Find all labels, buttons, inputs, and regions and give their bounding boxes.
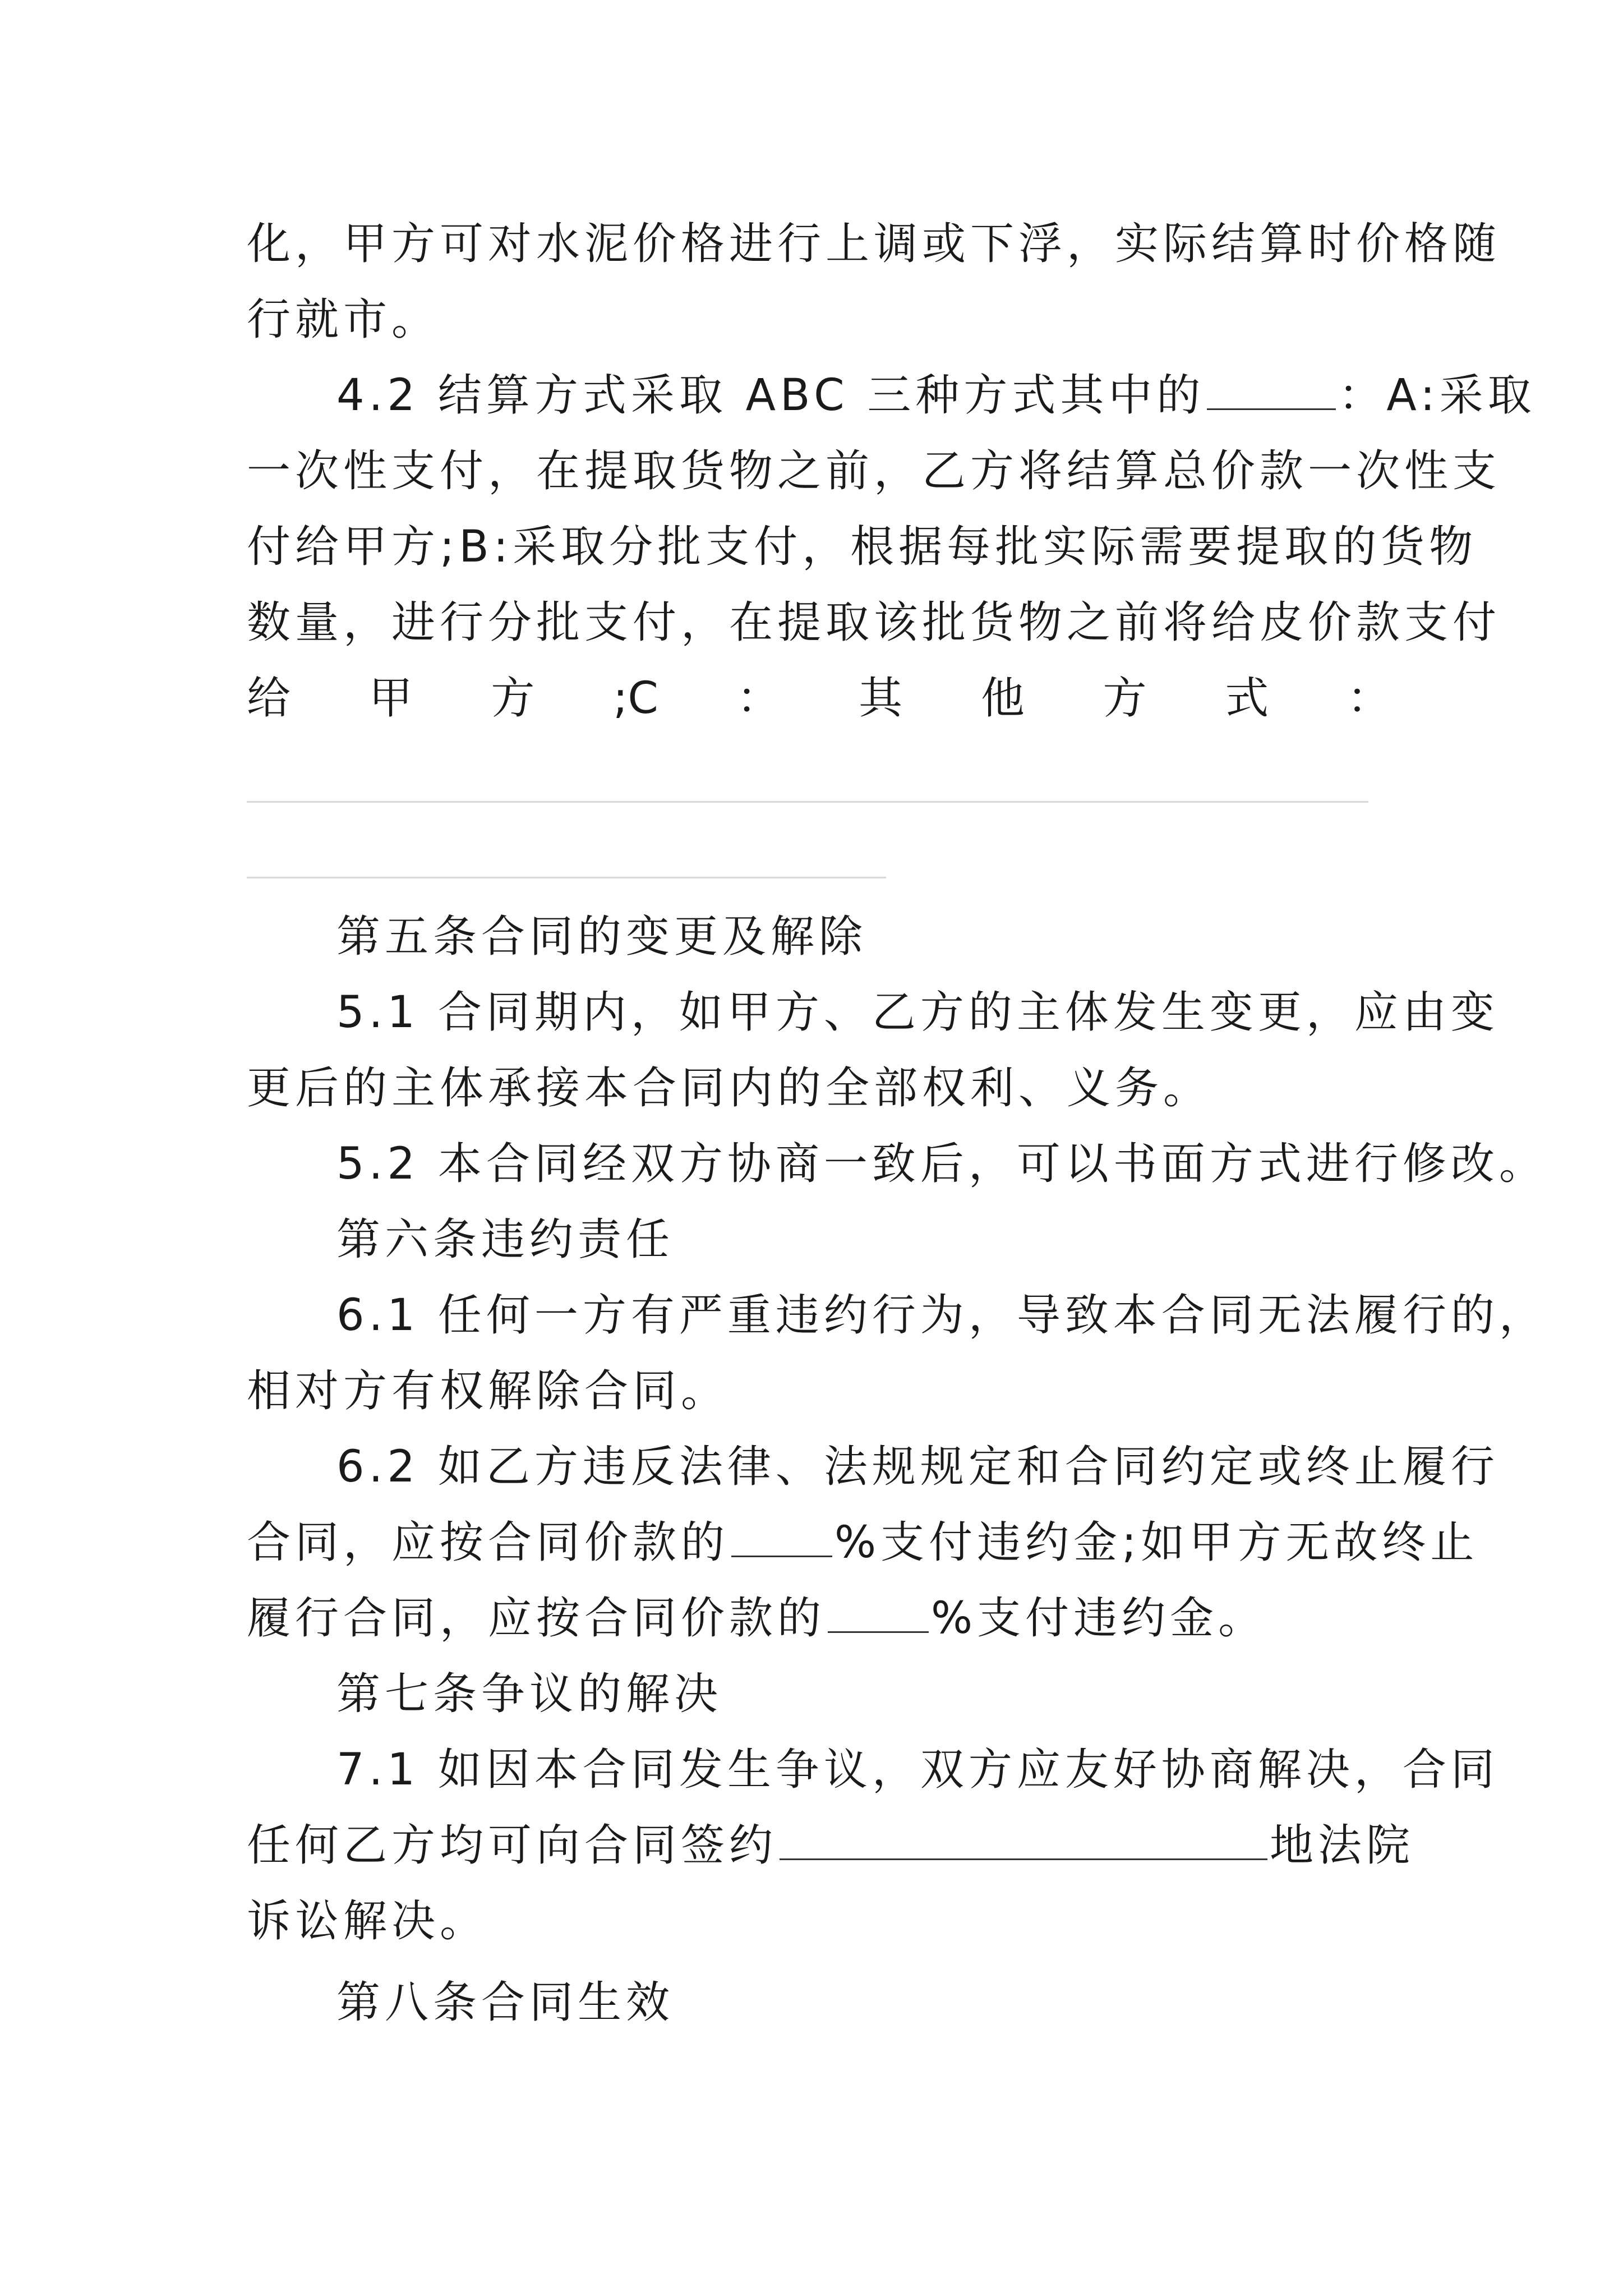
text-token: 方 bbox=[491, 673, 535, 724]
text-line bbox=[247, 1818, 1415, 1874]
text-line: 数量，进行分批支付，在提取该批货物之前将给皮价款支付 bbox=[247, 597, 1501, 648]
text-segment: 地法院 bbox=[1270, 1820, 1415, 1871]
blank-underline bbox=[780, 1818, 1267, 1860]
text-line: 化，甲方可对水泥价格进行上调或下浮，实际结算时价格随 bbox=[247, 219, 1501, 269]
text-line: 更后的主体承接本合同内的全部权利、义务。 bbox=[247, 1063, 1212, 1114]
text-line: 5.2 本合同经双方协商一致后，可以书面方式进行修改。 bbox=[336, 1139, 1547, 1189]
text-segment: %支付违约金;如甲方无故终止 bbox=[834, 1517, 1479, 1568]
text-segment: 4.2 结算方式采取 ABC 三种方式其中的 bbox=[336, 370, 1205, 421]
text-token: 方 bbox=[1103, 673, 1147, 724]
text-token: 他 bbox=[980, 673, 1025, 724]
text-line: 7.1 如因本合同发生争议，双方应友好协商解决，合同 bbox=[336, 1745, 1499, 1795]
fill-in-line bbox=[247, 877, 886, 878]
section-heading: 第七条争议的解决 bbox=[336, 1669, 723, 1719]
section-heading: 第五条合同的变更及解除 bbox=[336, 912, 868, 962]
text-line: 6.2 如乙方违反法律、法规规定和合同约定或终止履行 bbox=[336, 1442, 1499, 1492]
text-line: 行就市。 bbox=[247, 295, 440, 345]
text-segment: 履行合同，应按合同价款的 bbox=[247, 1593, 826, 1644]
text-line-4-2 bbox=[336, 367, 1536, 424]
section-heading: 第六条违约责任 bbox=[336, 1214, 675, 1265]
text-line: 6.1 任何一方有严重违约行为，导致本合同无法履行的， bbox=[336, 1290, 1547, 1341]
text-segment: 任何乙方均可向合同签约 bbox=[247, 1820, 778, 1871]
text-token: 给 bbox=[247, 673, 291, 724]
section-heading: 第八条合同生效 bbox=[336, 1977, 675, 2028]
blank-underline bbox=[828, 1591, 929, 1633]
text-token: ： bbox=[1347, 673, 1391, 724]
fill-in-line bbox=[247, 801, 1368, 803]
blank-underline bbox=[1207, 368, 1336, 410]
blank-underline bbox=[731, 1515, 832, 1557]
text-segment: %支付违约金。 bbox=[931, 1593, 1267, 1644]
text-line: 付给甲方;B:采取分批支付，根据每批实际需要提取的货物 bbox=[247, 522, 1478, 572]
text-line: 一次性支付，在提取货物之前，乙方将结算总价款一次性支 bbox=[247, 446, 1501, 496]
text-segment: ：A:采取 bbox=[1338, 370, 1536, 421]
text-token: ： bbox=[736, 673, 781, 724]
text-line: 诉讼解决。 bbox=[247, 1896, 488, 1947]
text-token: 甲 bbox=[368, 673, 413, 724]
text-line bbox=[247, 1590, 1391, 1646]
text-line bbox=[247, 1515, 1479, 1571]
text-line: 相对方有权解除合同。 bbox=[247, 1366, 730, 1416]
text-token: ;C bbox=[613, 673, 658, 724]
text-segment: 合同，应按合同价款的 bbox=[247, 1517, 730, 1568]
text-token: 式 bbox=[1225, 673, 1269, 724]
text-line: 5.1 合同期内，如甲方、乙方的主体发生变更，应由变 bbox=[336, 987, 1499, 1038]
text-line-spread bbox=[247, 670, 1391, 726]
text-token: 其 bbox=[859, 673, 903, 724]
